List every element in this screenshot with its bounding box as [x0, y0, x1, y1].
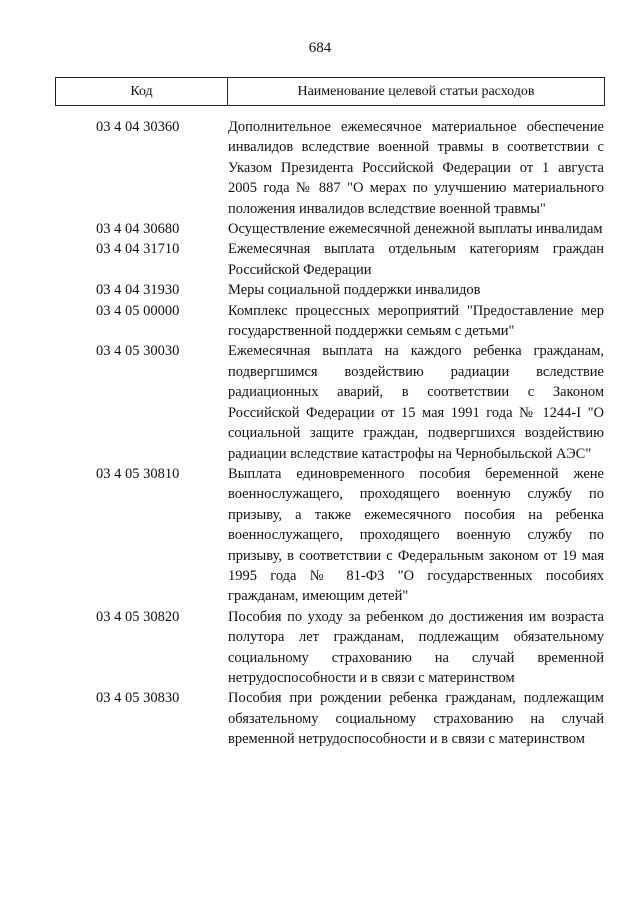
table-row	[0, 607, 640, 689]
table-row	[0, 239, 640, 280]
column-header-name: Наименование целевой статьи расходов	[297, 83, 535, 99]
table-row	[0, 219, 640, 239]
row-code: 03 4 05 30030	[96, 343, 180, 360]
row-name: Выплата единовременного пособия беременной жене военнослужащего, проходящего военную службу по призыву, а также ежемесячного пособия на ребенка военнослужащего, проходящего военную службу по призыву, в соответствии с Федеральным законом от 19 мая 1995 года № 81-ФЗ "О государственных пособиях гражданам, имеющим детей"	[228, 465, 604, 605]
row-name: Ежемесячная выплата на каждого ребенка гражданам, подвергшимся воздействию радиации вследствие радиационных аварий, в соответствии с Законом Российской Федерации от 15 мая 1991 года № 1244-I "О социальной защите граждан, подвергшихся воздействию радиации вследствие катастрофы на Чернобыльской АЭС"	[228, 343, 604, 462]
row-name: Осуществление ежемесячной денежной выплаты инвалидам	[228, 221, 603, 238]
row-name: Меры социальной поддержки инвалидов	[228, 282, 481, 299]
row-code: 03 4 05 30810	[96, 465, 180, 482]
row-name: Дополнительное ежемесячное материальное обеспечение инвалидов вследствие военной травмы в соответствии с Указом Президента Российской Федерации от 1 августа 2005 года № 887 "О мерах по улучшению материального положения инвалидов вследствие военной травмы"	[228, 119, 604, 217]
row-code: 03 4 04 30360	[96, 119, 180, 135]
table-row	[0, 117, 640, 219]
column-header-code: Код	[56, 78, 228, 105]
row-name: Пособия при рождении ребенка гражданам, подлежащим обязательному социальному страхованию на случай временной нетрудоспособности и в связи с материнством	[228, 690, 604, 748]
table-row	[0, 688, 640, 749]
row-code: 03 4 05 00000	[96, 302, 180, 319]
row-code: 03 4 05 30820	[96, 608, 180, 625]
row-name: Ежемесячная выплата отдельным категориям граждан Российской Федерации	[228, 241, 604, 278]
page-number: 684	[308, 40, 332, 56]
row-name: Пособия по уходу за ребенком до достижения им возраста полутора лет гражданам, подлежащим обязательному социальному страхованию на случай временной нетрудоспособности и в связи с материнством	[228, 608, 604, 686]
row-code: 03 4 04 31710	[96, 241, 180, 258]
table-row	[0, 301, 640, 342]
row-code: 03 4 04 30680	[96, 221, 180, 238]
row-code: 03 4 05 30830	[96, 690, 180, 707]
table-row	[0, 341, 640, 463]
row-code: 03 4 04 31930	[96, 282, 180, 299]
table-body	[0, 117, 640, 750]
row-name: Комплекс процессных мероприятий "Предоставление мер государственной поддержки семьям с детьми"	[228, 302, 604, 340]
table-header	[55, 77, 605, 106]
table-row	[0, 464, 640, 607]
table-row	[0, 280, 640, 300]
